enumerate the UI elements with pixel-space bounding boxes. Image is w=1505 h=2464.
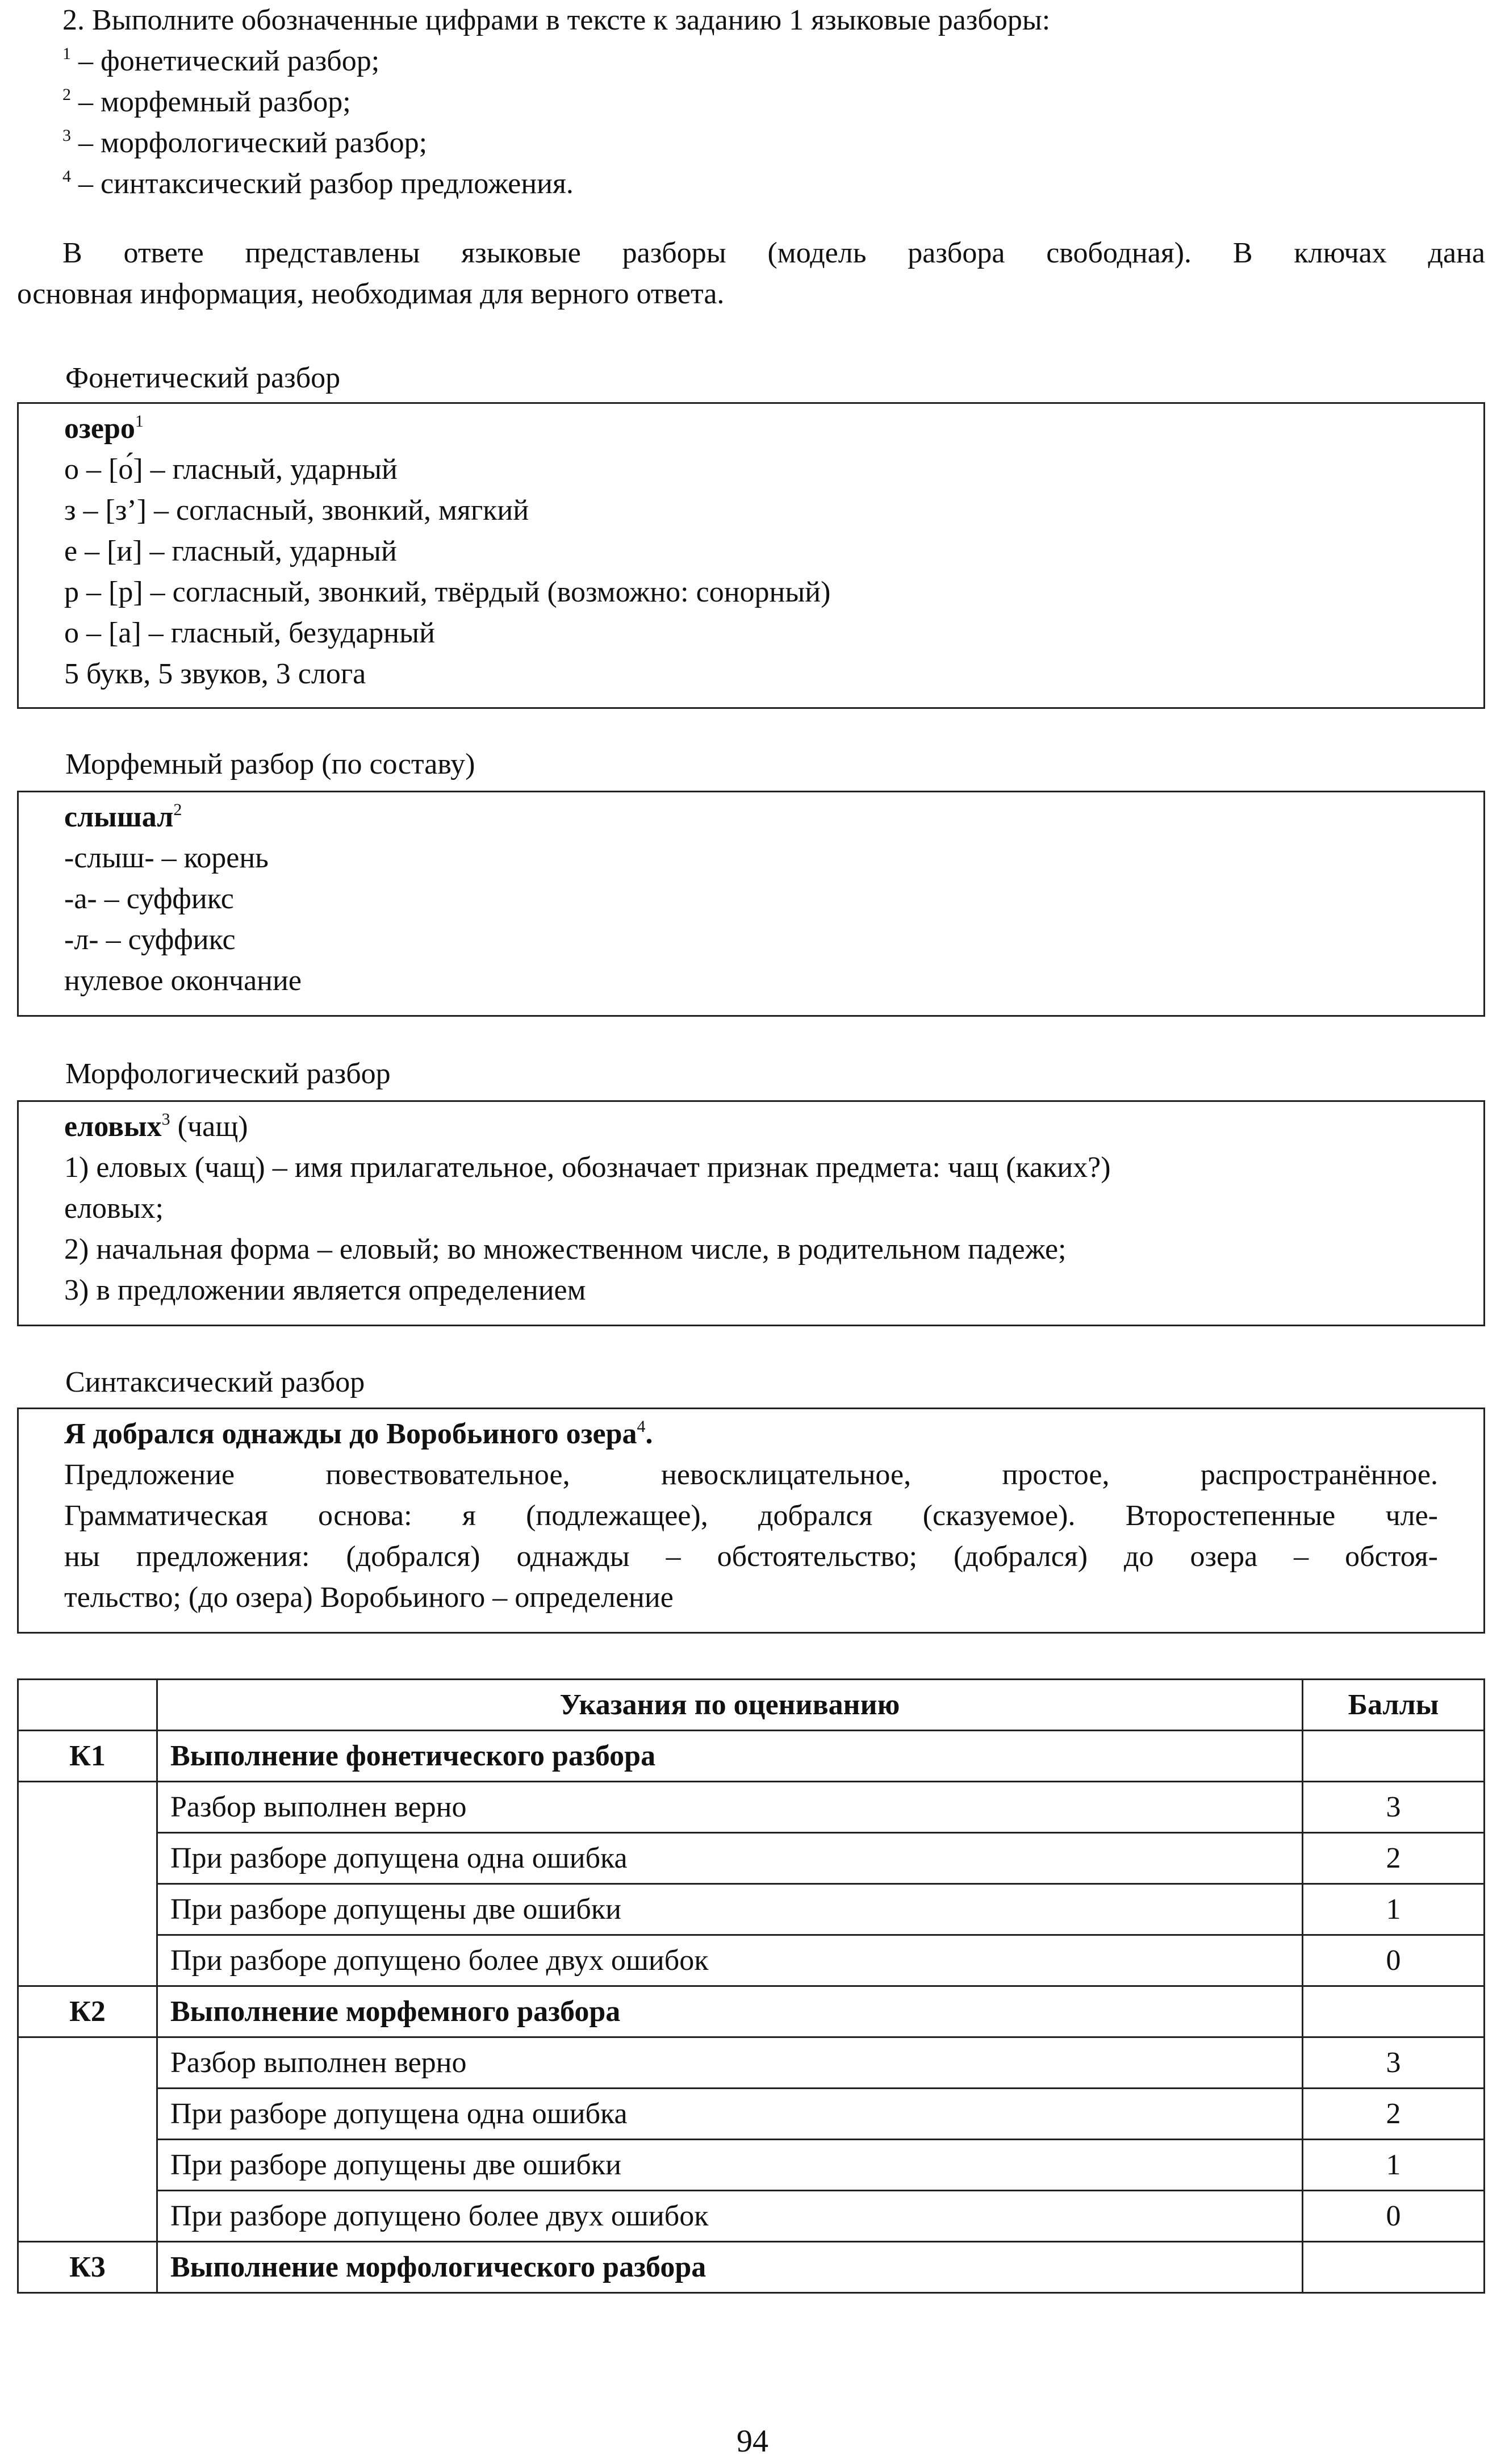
task-item: $^1$ – фонетический разбор; bbox=[62, 44, 380, 77]
criterion-title: Выполнение фонетического разбора bbox=[157, 1731, 1303, 1782]
task-statement: 2. Выполните обозначенные цифрами в тексте к заданию 1 языковые разборы: bbox=[62, 4, 1051, 36]
criterion-title: Выполнение морфологического разбора bbox=[157, 2242, 1303, 2293]
phonetic-word: озеро$^1$ bbox=[64, 412, 144, 445]
criterion-row bbox=[18, 2242, 1485, 2293]
task-intro bbox=[62, 0, 1482, 204]
table-row: Разбор выполнен верно 3 bbox=[18, 1782, 1485, 1833]
morphemic-box: слышал$^2$ -слыш- – корень -а- – суффикс -л- – суффикс нулевое окончание bbox=[17, 791, 1485, 1017]
task-item: $^4$ – синтаксический разбор предложения. bbox=[62, 167, 574, 200]
syntactic-box: Я добрался однажды до Воробьиного озера$^4$. Предложение повествовательное, невосклицательное, простое, распространённое. Грамматическая основа: я (подлежащее), добрался (сказуемое). Второстепенные чле- ны предложения: (добрался) однажды – обстоятельство; (добрался) до озера – обстоя- тельство; (до озера) Воробьиного – определение bbox=[17, 1408, 1485, 1634]
criterion-code: К3 bbox=[18, 2242, 157, 2293]
morphological-heading: Морфологический разбор bbox=[65, 1058, 391, 1090]
page-number: 94 bbox=[737, 2424, 768, 2459]
syntactic-sentence: Я добрался однажды до Воробьиного озера$^4$. bbox=[64, 1417, 653, 1450]
syntactic-heading: Синтаксический разбор bbox=[65, 1366, 365, 1398]
header-instructions: Указания по оцениванию bbox=[157, 1680, 1303, 1731]
criterion-code: К2 bbox=[18, 1986, 157, 2037]
morphological-box: еловых$^3$ (чащ) 1) еловых (чащ) – имя прилагательное, обозначает признак предмета: чащ (каких?) еловых; 2) начальная форма – еловый; во множественном числе, в родительном падеже; 3) в предложении является определением bbox=[17, 1100, 1485, 1326]
answer-note: В ответе представлены языковые разборы (модель разбора свободная). В ключах дана основная информация, необходимая для верного ответа. bbox=[17, 237, 1485, 310]
phonetic-box: озеро$^1$ о – [о́] – гласный, ударный з – [з’] – согласный, звонкий, мягкий е – [и] – гласный, ударный р – [р] – согласный, звонкий, твёрдый (возможно: сонорный) о – [а] – гласный, безударный 5 букв, 5 звуков, 3 слога bbox=[17, 402, 1485, 709]
table-row: При разборе допущены две ошибки 1 bbox=[18, 1884, 1485, 1935]
table-row: При разборе допущена одна ошибка 2 bbox=[18, 1833, 1485, 1884]
table-row: При разборе допущена одна ошибка 2 bbox=[18, 2089, 1485, 2140]
criterion-row bbox=[18, 1986, 1485, 2037]
task-item: $^3$ – морфологический разбор; bbox=[62, 126, 428, 159]
morphemic-heading: Морфемный разбор (по составу) bbox=[65, 748, 475, 780]
grading-table bbox=[17, 1678, 1485, 2294]
header-score: Баллы bbox=[1303, 1680, 1485, 1731]
criterion-title: Выполнение морфемного разбора bbox=[157, 1986, 1303, 2037]
criterion-code: К1 bbox=[18, 1731, 157, 1782]
criterion-row bbox=[18, 1731, 1485, 1782]
table-header-row bbox=[18, 1680, 1485, 1731]
table-row: При разборе допущено более двух ошибок 0 bbox=[18, 2191, 1485, 2242]
table-row: Разбор выполнен верно 3 bbox=[18, 2037, 1485, 2089]
table-row: При разборе допущены две ошибки 1 bbox=[18, 2140, 1485, 2191]
morphemic-word: слышал$^2$ bbox=[64, 800, 182, 833]
task-item: $^2$ – морфемный разбор; bbox=[62, 85, 351, 118]
morphological-word: еловых$^3$ (чащ) bbox=[64, 1110, 248, 1143]
table-row: При разборе допущено более двух ошибок 0 bbox=[18, 1935, 1485, 1986]
phonetic-heading: Фонетический разбор bbox=[65, 362, 341, 394]
